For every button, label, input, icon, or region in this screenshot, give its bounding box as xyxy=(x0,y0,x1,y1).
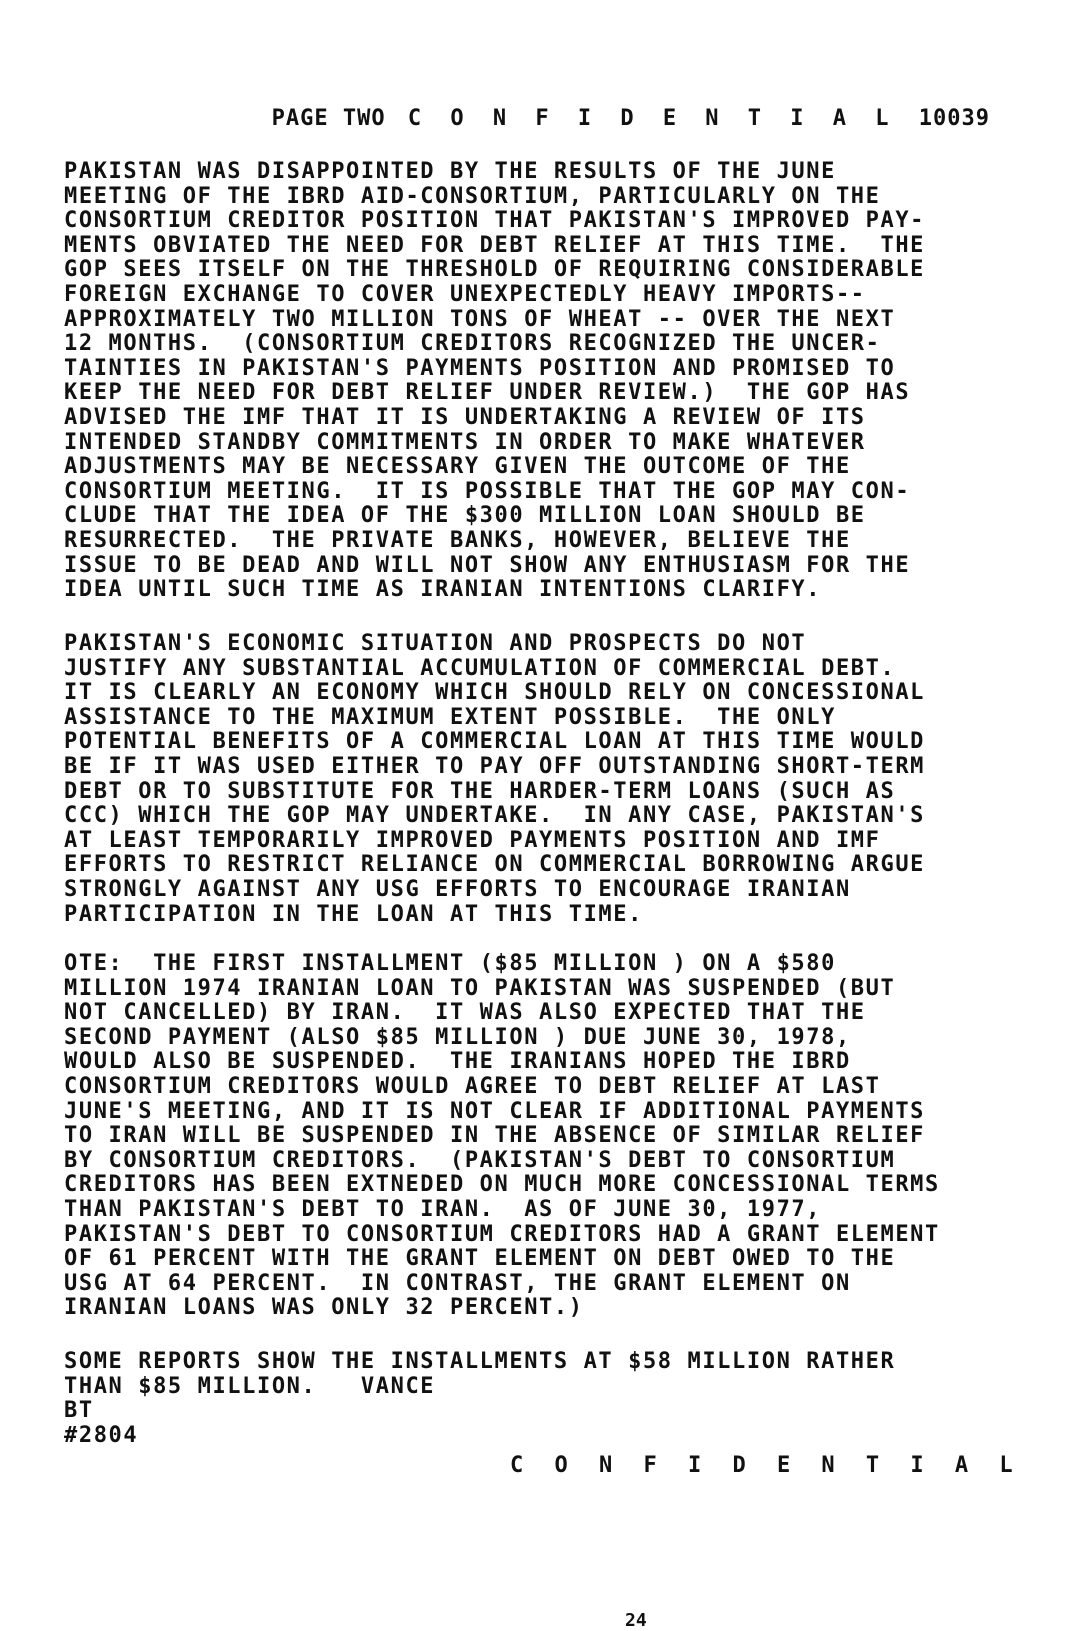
classification-footer: C O N F I D E N T I A L xyxy=(510,1453,1022,1478)
paragraph-economic-situation: PAKISTAN'S ECONOMIC SITUATION AND PROSPECTS DO NOT JUSTIFY ANY SUBSTANTIAL ACCUMULATION OF COMMERCIAL DEBT. IT IS CLEARLY AN ECONOMY WHICH SHOULD RELY ON CONCESSIONAL ASSISTANCE TO THE MAXIMUM EXTENT POSSIBLE. THE ONLY POTENTIAL BENEFITS OF A COMMERCIAL LOAN AT THIS TIME WOULD BE IF IT WAS USED EITHER TO PAY OFF OUTSTANDING SHORT-TERM DEBT OR TO SUBSTITUTE FOR THE HARDER-TERM LOANS (SUCH AS CCC) WHICH THE GOP MAY UNDERTAKE. IN ANY CASE, PAKISTAN'S AT LEAST TEMPORARILY IMPROVED PAYMENTS POSITION AND IMF EFFORTS TO RESTRICT RELIANCE ON COMMERCIAL BORROWING ARGUE STRONGLY AGAINST ANY USG EFFORTS TO ENCOURAGE IRANIAN PARTICIPATION IN THE LOAN AT THIS TIME. xyxy=(64,631,926,927)
document-number: 10039 xyxy=(918,106,990,131)
page-label: PAGE TWO xyxy=(271,106,386,131)
paragraph-note-installment: OTE: THE FIRST INSTALLMENT ($85 MILLION ) ON A $580 MILLION 1974 IRANIAN LOAN TO PAKISTAN WAS SUSPENDED (BUT NOT CANCELLED) BY IRAN. IT WAS ALSO EXPECTED THAT THE SECOND PAYMENT (ALSO $85 MILLION ) DUE JUNE 30, 1978, WOULD ALSO BE SUSPENDED. THE IRANIANS HOPED THE IBRD CONSORTIUM CREDITORS WOULD AGREE TO DEBT RELIEF AT LAST JUNE'S MEETING, AND IT IS NOT CLEAR IF ADDITIONAL PAYMENTS TO IRAN WILL BE SUSPENDED IN THE ABSENCE OF SIMILAR RELIEF BY CONSORTIUM CREDITORS. (PAKISTAN'S DEBT TO CONSORTIUM CREDITORS HAS BEEN EXTNEDED ON MUCH MORE CONCESSIONAL TERMS THAN PAKISTAN'S DEBT TO IRAN. AS OF JUNE 30, 1977, PAKISTAN'S DEBT TO CONSORTIUM CREDITORS HAD A GRANT ELEMENT OF 61 PERCENT WITH THE GRANT ELEMENT ON DEBT OWED TO THE USG AT 64 PERCENT. IN CONTRAST, THE GRANT ELEMENT ON IRANIAN LOANS WAS ONLY 32 PERCENT.) xyxy=(64,951,940,1321)
paragraph-consortium-meeting: PAKISTAN WAS DISAPPOINTED BY THE RESULTS OF THE JUNE MEETING OF THE IBRD AID-CONSORTIUM, PARTICULARLY ON THE CONSORTIUM CREDITOR POSITION THAT PAKISTAN'S IMPROVED PAY- MENTS OBVIATED THE NEED FOR DEBT RELIEF AT THIS TIME. THE GOP SEES ITSELF ON THE THRESHOLD OF REQUIRING CONSIDERABLE FOREIGN EXCHANGE TO COVER UNEXPECTEDLY HEAVY IMPORTS-- APPROXIMATELY TWO MILLION TONS OF WHEAT -- OVER THE NEXT 12 MONTHS. (CONSORTIUM CREDITORS RECOGNIZED THE UNCER- TAINTIES IN PAKISTAN'S PAYMENTS POSITION AND PROMISED TO KEEP THE NEED FOR DEBT RELIEF UNDER REVIEW.) THE GOP HAS ADVISED THE IMF THAT IT IS UNDERTAKING A REVIEW OF ITS INTENDED STANDBY COMMITMENTS IN ORDER TO MAKE WHATEVER ADJUSTMENTS MAY BE NECESSARY GIVEN THE OUTCOME OF THE CONSORTIUM MEETING. IT IS POSSIBLE THAT THE GOP MAY CON- CLUDE THAT THE IDEA OF THE $300 MILLION LOAN SHOULD BE RESURRECTED. THE PRIVATE BANKS, HOWEVER, BELIEVE THE ISSUE TO BE DEAD AND WILL NOT SHOW ANY ENTHUSIASM FOR THE IDEA UNTIL SUCH TIME AS IRANIAN INTENTIONS CLARIFY. xyxy=(64,159,926,603)
classification-header: C O N F I D E N T I A L xyxy=(407,106,897,131)
page-number: 24 xyxy=(625,1610,647,1631)
paragraph-closing: SOME REPORTS SHOW THE INSTALLMENTS AT $58 MILLION RATHER THAN $85 MILLION. VANCE BT #2804 xyxy=(64,1349,896,1448)
page-header xyxy=(0,106,990,131)
